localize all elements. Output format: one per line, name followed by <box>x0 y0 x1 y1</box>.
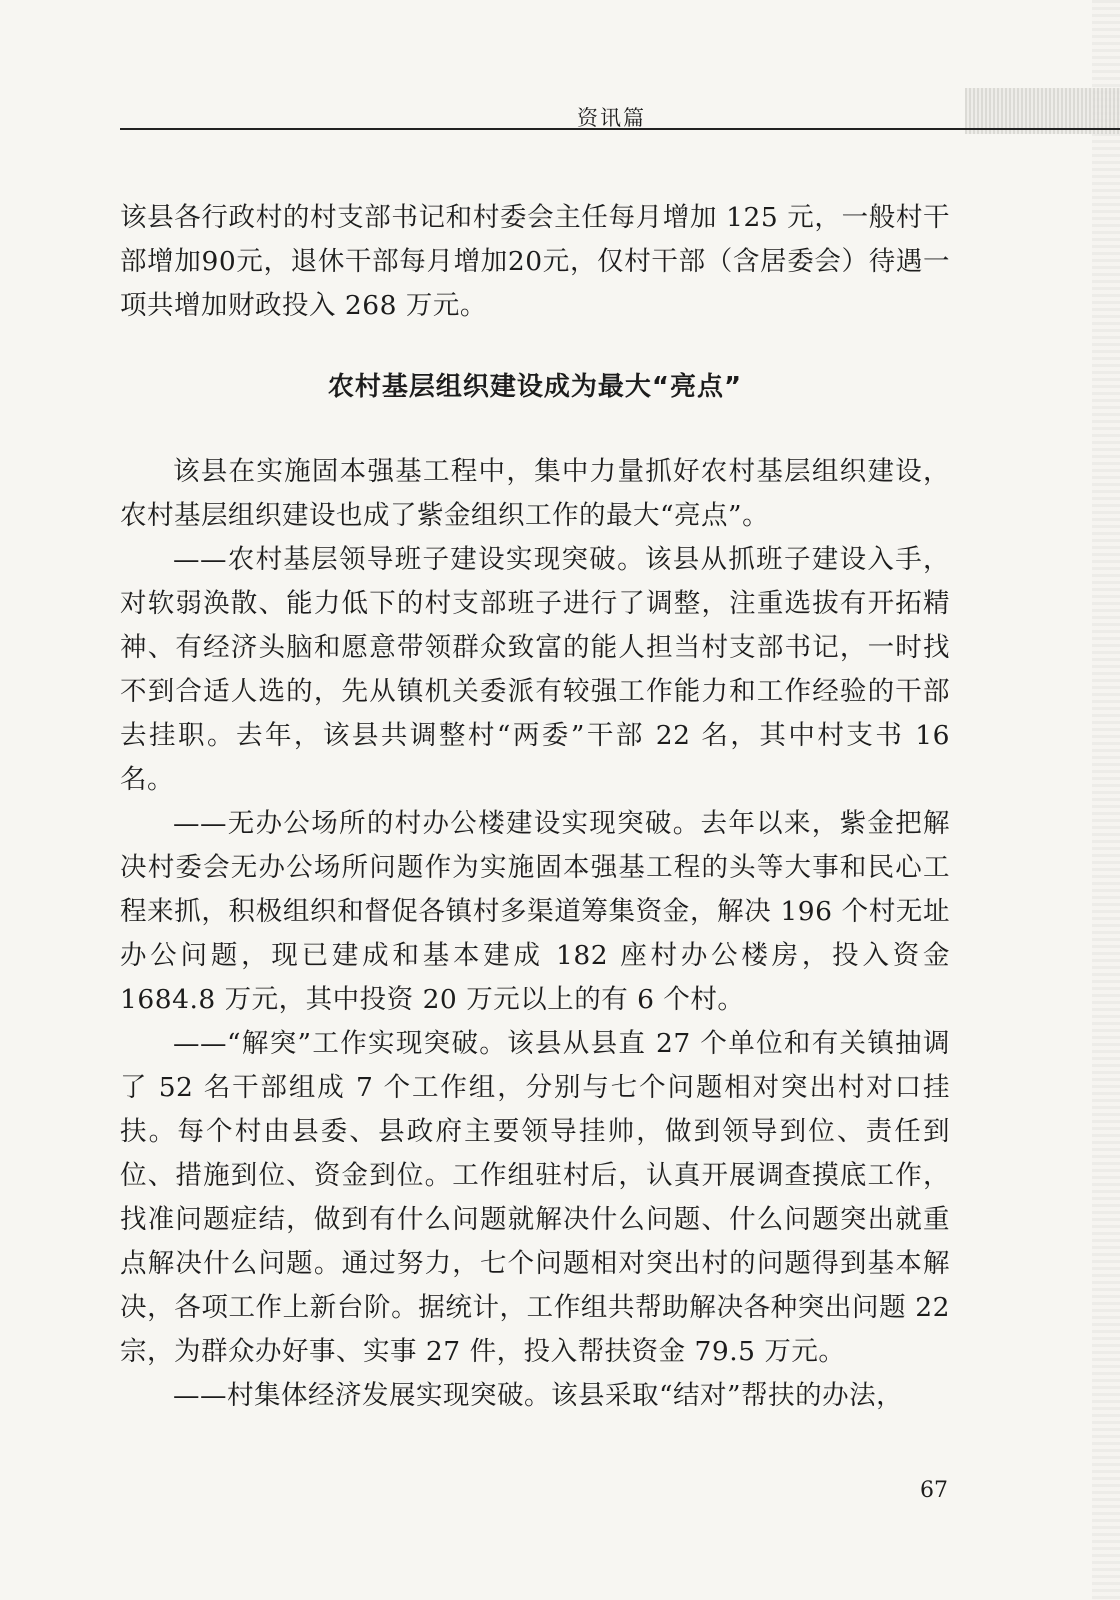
paragraph: ——农村基层领导班子建设实现突破。该县从抓班子建设入手，对软弱涣散、能力低下的村支部班子进行了调整，注重选拔有开拓精神、有经济头脑和愿意带领群众致富的能人担当村支部书记，一时找不到合适人选的，先从镇机关委派有较强工作能力和工作经验的干部去挂职。去年，该县共调整村“两委”干部 22 名，其中村支书 16 名。 <box>120 544 950 795</box>
paragraph: ——“解突”工作实现突破。该县从县直 27 个单位和有关镇抽调了 52 名干部组成 7 个工作组，分别与七个问题相对突出村对口挂扶。每个村由县委、县政府主要领导挂帅，做到领导到位、责任到位、措施到位、资金到位。工作组驻村后，认真开展调查摸底工作，找准问题症结，做到有什么问题就解决什么问题、什么问题突出就重点解决什么问题。通过努力，七个问题相对突出村的问题得到基本解决，各项工作上新台阶。据统计，工作组共帮助解决各种突出问题 22 宗，为群众办好事、实事 27 件，投入帮扶资金 79.5 万元。 <box>120 1028 950 1367</box>
paragraph: 该县在实施固本强基工程中，集中力量抓好农村基层组织建设，农村基层组织建设也成了紫金组织工作的最大“亮点”。 <box>120 456 950 531</box>
header-rule <box>120 128 1120 130</box>
paragraph: 该县各行政村的村支部书记和村委会主任每月增加 125 元，一般村干部增加90元，退休干部每月增加20元，仅村干部（含居委会）待遇一项共增加财政投入 268 万元。 <box>120 202 950 321</box>
paragraph: ——无办公场所的村办公楼建设实现突破。去年以来，紫金把解决村委会无办公场所问题作为实施固本强基工程的头等大事和民心工程来抓，积极组织和督促各镇村多渠道筹集资金，解决 196 个村无址办公问题，现已建成和基本建成 182 座村办公楼房，投入资金 1684.8 万元，其中投资 20 万元以上的有 6 个村。 <box>120 808 950 1015</box>
section-title: 农村基层组织建设成为最大“亮点” <box>327 372 743 402</box>
continuation-paragraph <box>120 196 950 328</box>
paragraph: ——村集体经济发展实现突破。该县采取“结对”帮扶的办法， <box>173 1380 904 1411</box>
page-number: 67 <box>920 1478 948 1503</box>
scan-edge <box>1092 0 1120 1600</box>
running-head: 资讯篇 <box>577 106 646 130</box>
section-body <box>120 450 950 1418</box>
